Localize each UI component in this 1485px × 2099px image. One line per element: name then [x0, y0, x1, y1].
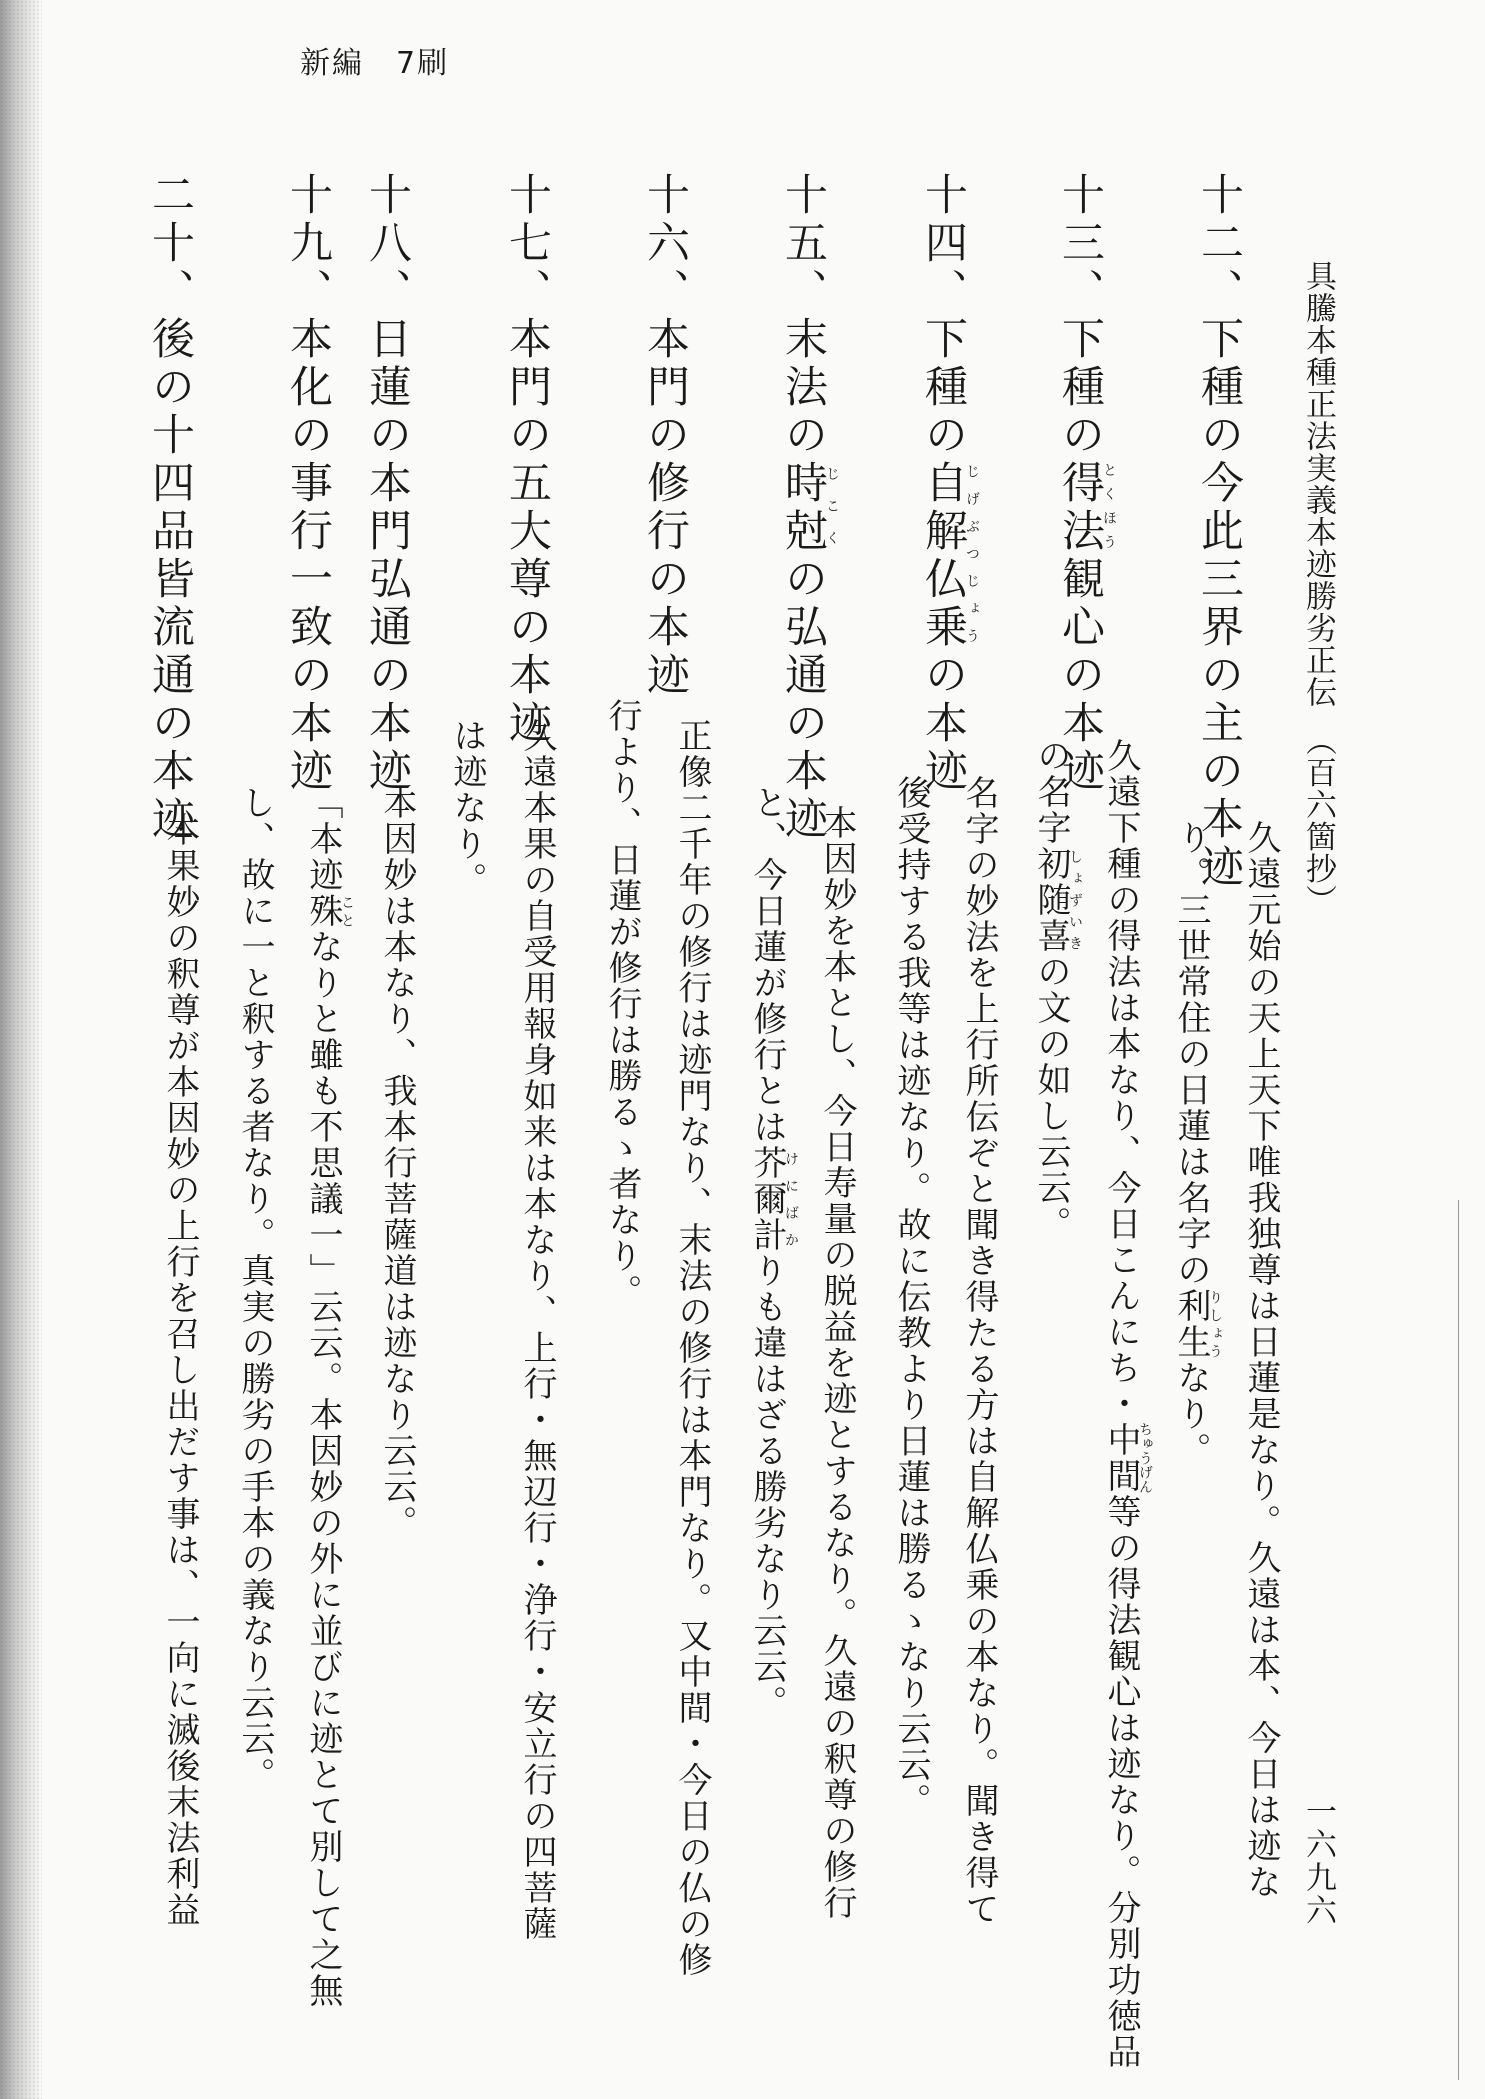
- edition-label: 新編 7刷: [300, 46, 450, 81]
- heading-20: 二十、後の十四品皆流通の本迹: [145, 172, 195, 844]
- furigana-chuugen: 中間ちゅうげん: [1101, 1422, 1153, 1494]
- body-line-15a: 本因妙を本とし、今日寿量の脱益を迹とするなり。久遠の釈尊の修行: [817, 805, 857, 1921]
- furigana-jikoku: 時尅じこく: [778, 460, 840, 556]
- heading-12: 十二、下種の今此三界の主の本迹: [1194, 172, 1244, 892]
- body-line-19a: 「本迹殊ことなりと雖も不思議一」云云。本因妙の外に並びに迹とて別して之無: [303, 785, 355, 2009]
- body-line-14a: 名字の妙法を上行所伝ぞと聞き得たる方は自解仏乗の本なり。聞き得て: [959, 775, 999, 1927]
- body-line-17a: 久遠本果の自受用報身如来は本なり、上行・無辺行・浄行・安立行の四菩薩: [517, 718, 557, 1942]
- page-edge-line: [1458, 1200, 1459, 2080]
- running-title: 具騰本種正法実義本迹勝劣正伝 （百六箇抄）: [1300, 260, 1336, 917]
- heading-16: 十六、本門の修行の本迹: [640, 172, 690, 700]
- furigana-rishou: 利生りしょう: [1171, 1288, 1223, 1360]
- furigana-koto: 殊こと: [303, 893, 355, 929]
- body-line-14b: 後受持する我等は迹なり。故に伝教より日蓮は勝るゝなり云云。: [891, 775, 931, 1819]
- heading-18: 十八、日蓮の本門弘通の本迹: [362, 172, 412, 796]
- body-line-18: 本因妙は本なり、我本行菩薩道は迹なり云云。: [377, 785, 417, 1541]
- heading-17: 十七、本門の五大尊の本迹: [502, 172, 552, 748]
- body-line-16a: 正像二千年の修行は迹門なり、末法の修行は本門なり。又中間・今日の仏の修: [672, 718, 712, 1978]
- heading-14: 十四、下種の自解仏乗じげぶつじょうの本迹: [918, 172, 980, 796]
- body-line-12a: 久遠元始の天上天下唯我独尊は日蓮是なり。久遠は本、今日は迹な: [1241, 820, 1281, 1900]
- furigana-shozuiki: 初随喜しょずいき: [1031, 846, 1083, 954]
- heading-15: 十五、末法の時尅じこくの弘通の本迹: [778, 172, 840, 844]
- furigana-keniba: 芥爾計けにばか: [747, 1145, 799, 1253]
- body-line-13a: 久遠下種の得法は本なり、今日こんにち・中間ちゅうげん等の得法観心は迹なり。分別功徳品: [1101, 738, 1153, 2070]
- page-number: 一六九六: [1300, 1795, 1336, 1927]
- binding-texture: [0, 0, 42, 2099]
- body-line-17b: は迹なり。: [447, 718, 487, 898]
- body-line-15b: と、今日蓮が修行とは芥爾計けにばかりも違はざる勝劣なり云云。: [747, 785, 799, 1721]
- furigana-jigebutsujou: 自解仏乗じげぶつじょう: [918, 460, 980, 652]
- body-line-12b: り。三世常住の日蓮は名字の利生りしょうなり。: [1171, 820, 1223, 1468]
- body-line-13b: の名字初随喜しょずいきの文の如し云云。: [1031, 738, 1083, 1242]
- heading-19: 十九、本化の事行一致の本迹: [283, 172, 333, 796]
- body-line-16b: 行より、日蓮が修行は勝るゝ者なり。: [602, 698, 642, 1310]
- body-line-20: 本果妙の釈尊が本因妙の上行を召し出だす事は、一向に滅後末法利益: [160, 812, 200, 1928]
- heading-13: 十三、下種の得法とくほう観心の本迹: [1055, 172, 1117, 796]
- furigana-tokuhou: 得法とくほう: [1055, 460, 1117, 556]
- body-line-19b: し、故に一と釈する者なり。真実の勝劣の手本の義なり云云。: [235, 785, 275, 1793]
